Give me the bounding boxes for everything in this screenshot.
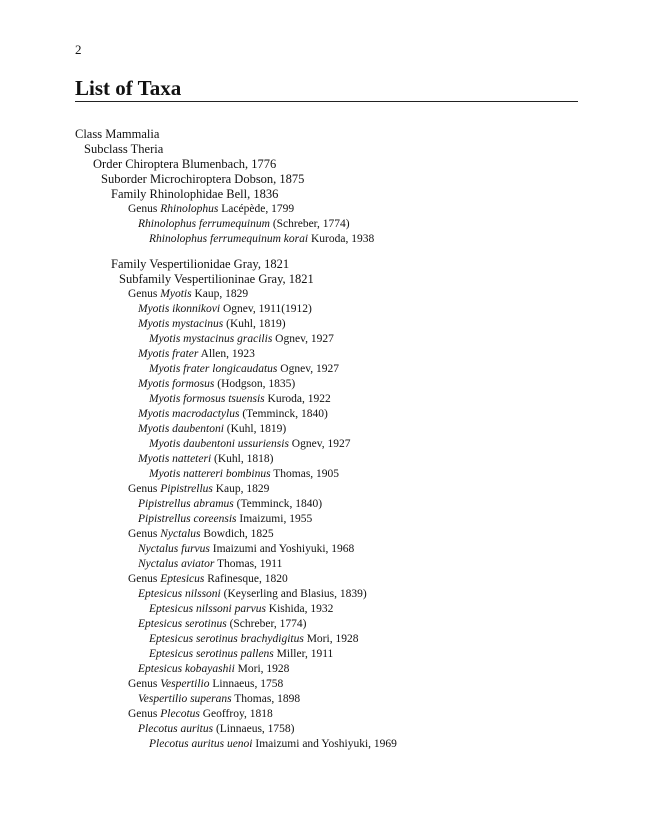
taxon-rank: Genus [128,203,161,215]
taxon-authority: Bowdich, 1825 [200,528,274,540]
taxon-scientific-name: Myotis daubentoni [138,423,224,435]
taxon-authority: Kuroda, 1938 [308,233,375,245]
taxon-row [75,127,595,142]
taxon-row [75,302,595,317]
taxon-row [75,692,595,707]
taxon-scientific-name: Pipistrellus abramus [138,498,234,510]
taxon-authority: Miller, 1911 [273,648,334,660]
taxon-scientific-name: Myotis [160,288,192,300]
taxon-authority: (Linnaeus, 1758) [213,723,295,735]
taxon-scientific-name: Nyctalus [160,528,201,540]
taxon-scientific-name: Myotis nattereri bombinus [149,468,271,480]
taxon-authority: Kaup, 1829 [212,483,270,495]
taxon-authority: Allen, 1923 [198,348,255,360]
taxon-row [75,467,595,482]
taxon-row [75,142,595,157]
taxon-scientific-name: Myotis mystacinus gracilis [149,333,273,345]
taxon-scientific-name: Myotis frater [138,348,199,360]
taxon-authority: Kuroda, 1922 [264,393,331,405]
taxon-rank: Genus [128,678,161,690]
taxon-row [75,557,595,572]
taxon-row [75,437,595,452]
taxon-authority: Imaizumi and Yoshiyuki, 1969 [252,738,397,750]
taxon-authority: Thomas, 1898 [231,693,301,705]
taxon-scientific-name: Rhinolophus [160,203,219,215]
taxon-row [75,647,595,662]
taxa-list [75,127,595,752]
taxon-row [75,512,595,527]
taxon-row [75,452,595,467]
taxon-rank: Genus [128,573,161,585]
taxon-authority: (Temminck, 1840) [239,408,328,420]
taxon-scientific-name: Myotis mystacinus [138,318,224,330]
taxon-scientific-name: Pipistrellus [160,483,213,495]
taxon-row [75,157,595,172]
taxon-row [75,392,595,407]
taxon-row [75,287,595,302]
taxon-row [75,572,595,587]
taxon-scientific-name: Myotis macrodactylus [138,408,240,420]
taxon-scientific-name: Myotis formosus tsuensis [149,393,265,405]
taxon-row [75,407,595,422]
taxon-authority: Imaizumi and Yoshiyuki, 1968 [209,543,355,555]
taxon-authority: Geoffroy, 1818 [199,708,273,720]
taxon-rank: Genus [128,708,161,720]
taxon-row [75,217,595,232]
taxon-scientific-name: Pipistrellus coreensis [138,513,237,525]
taxon-row [75,617,595,632]
taxon-row [75,257,595,272]
taxon-authority: (Schreber, 1774) [226,618,307,630]
taxon-authority: (Schreber, 1774) [269,218,350,230]
taxon-scientific-name: Eptesicus [160,573,205,585]
taxon-row [75,332,595,347]
taxon-authority: Kaup, 1829 [191,288,249,300]
taxon-scientific-name: Nyctalus furvus [138,543,210,555]
taxon-row [75,422,595,437]
taxon-authority: Ognev, 1927 [288,438,351,450]
taxon-authority: Family Vespertilionidae Gray, 1821 [111,257,290,271]
taxon-authority: (Kuhl, 1819) [223,318,286,330]
taxon-row [75,677,595,692]
taxon-authority: Mori, 1928 [234,663,290,675]
taxon-authority: Imaizumi, 1955 [236,513,313,525]
taxon-rank: Genus [128,288,161,300]
taxon-authority: (Kuhl, 1818) [211,453,274,465]
taxon-authority: (Kuhl, 1819) [223,423,287,435]
taxon-scientific-name: Eptesicus nilssoni parvus [149,603,266,615]
taxon-scientific-name: Eptesicus serotinus brachydigitus [149,633,304,645]
taxon-scientific-name: Plecotus [160,708,200,720]
taxon-authority: Ognev, 1927 [277,363,339,375]
taxon-row [75,662,595,677]
taxon-scientific-name: Myotis daubentoni ussuriensis [149,438,289,450]
taxon-authority: Order Chiroptera Blumenbach, 1776 [93,157,277,171]
taxon-scientific-name: Plecotus auritus uenoi [149,738,253,750]
taxon-authority: Mori, 1928 [303,633,359,645]
taxon-scientific-name: Eptesicus serotinus pallens [149,648,274,660]
taxon-scientific-name: Rhinolophus ferrumequinum korai [149,233,309,245]
taxon-row [75,497,595,512]
taxon-scientific-name: Myotis formosus [138,378,215,390]
page-number: 2 [75,42,82,57]
taxon-row [75,172,595,187]
taxon-scientific-name: Eptesicus kobayashii [138,663,235,675]
taxon-scientific-name: Eptesicus nilssoni [138,588,221,600]
taxon-scientific-name: Rhinolophus ferrumequinum [138,218,270,230]
taxon-row [75,587,595,602]
taxon-authority: Ognev, 1911(1912) [220,303,312,315]
taxon-rank: Genus [128,528,161,540]
taxon-scientific-name: Plecotus auritus [138,723,214,735]
taxon-scientific-name: Myotis natteteri [138,453,212,465]
taxon-scientific-name: Nyctalus aviator [138,558,215,570]
taxon-row [75,542,595,557]
taxon-row [75,632,595,647]
taxon-authority: Rafinesque, 1820 [204,573,288,585]
taxon-row [75,347,595,362]
taxon-authority: Class Mammalia [75,127,160,141]
taxon-row [75,602,595,617]
taxon-authority: Thomas, 1911 [214,558,283,570]
taxon-row [75,272,595,287]
taxon-scientific-name: Myotis frater longicaudatus [149,363,278,375]
taxon-row [75,737,595,752]
taxon-scientific-name: Myotis ikonnikovi [138,303,221,315]
taxon-authority: Thomas, 1905 [270,468,340,480]
taxon-scientific-name: Vespertilio superans [138,693,232,705]
taxon-authority: Suborder Microchiroptera Dobson, 1875 [101,172,305,186]
taxon-rank: Genus [128,483,161,495]
taxon-scientific-name: Eptesicus serotinus [138,618,227,630]
taxon-row [75,722,595,737]
taxon-row [75,187,595,202]
taxon-authority: Subclass Theria [84,142,164,156]
taxon-authority: Ognev, 1927 [272,333,334,345]
taxon-authority: Family Rhinolophidae Bell, 1836 [111,187,279,201]
page-title: List of Taxa [75,76,578,102]
taxon-row [75,362,595,377]
taxon-authority: (Hodgson, 1835) [214,378,296,390]
taxon-row [75,707,595,722]
taxon-authority: Kishida, 1932 [265,603,334,615]
taxon-row [75,377,595,392]
taxon-authority: Subfamily Vespertilioninae Gray, 1821 [119,272,314,286]
taxon-scientific-name: Vespertilio [160,678,210,690]
taxon-row [75,482,595,497]
taxon-row [75,232,595,247]
taxon-row [75,202,595,217]
taxon-authority: Lacépède, 1799 [218,203,295,215]
taxon-authority: (Keyserling and Blasius, 1839) [220,588,367,600]
taxon-authority: (Temminck, 1840) [233,498,323,510]
taxon-row [75,317,595,332]
taxon-authority: Linnaeus, 1758 [209,678,284,690]
taxon-row [75,527,595,542]
